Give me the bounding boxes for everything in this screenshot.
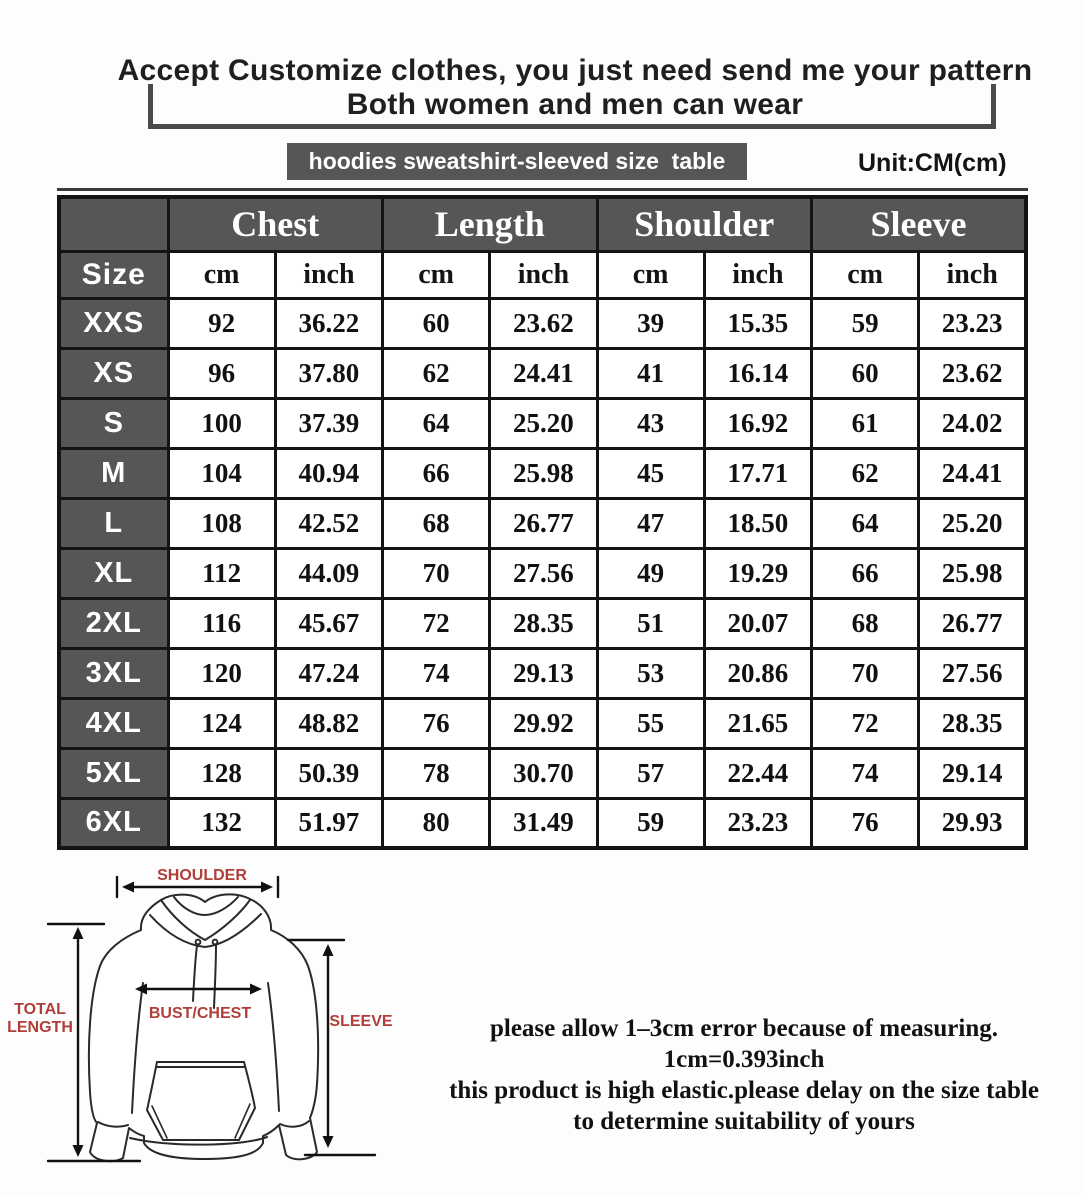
measurement-value: 68 <box>812 598 919 648</box>
measurement-value: 25.98 <box>490 448 597 498</box>
unit-header: cm <box>168 251 275 298</box>
size-label: 4XL <box>59 698 168 748</box>
note-line-2: 1cm=0.393inch <box>663 1046 825 1073</box>
unit-label: Unit:CM(cm) <box>858 149 1007 177</box>
size-label: 2XL <box>59 598 168 648</box>
unit-header: inch <box>275 251 382 298</box>
measurement-value: 47 <box>597 498 704 548</box>
measurement-value: 70 <box>383 548 490 598</box>
measurement-value: 59 <box>812 298 919 348</box>
measurement-value: 120 <box>168 648 275 698</box>
measurement-value: 48.82 <box>275 698 382 748</box>
measurement-value: 55 <box>597 698 704 748</box>
page-title <box>70 54 1080 122</box>
measurement-value: 28.35 <box>490 598 597 648</box>
measurement-value: 80 <box>383 798 490 848</box>
measurement-value: 25.20 <box>490 398 597 448</box>
measurement-value: 49 <box>597 548 704 598</box>
measurement-value: 66 <box>812 548 919 598</box>
unit-header: cm <box>383 251 490 298</box>
measurement-value: 70 <box>812 648 919 698</box>
measurement-value: 23.62 <box>919 348 1026 398</box>
group-header-row <box>59 197 1026 251</box>
size-label: 3XL <box>59 648 168 698</box>
table-top-rule <box>57 188 1028 191</box>
measurement-value: 24.02 <box>919 398 1026 448</box>
measurement-value: 116 <box>168 598 275 648</box>
table-row <box>59 748 1026 798</box>
measurement-value: 60 <box>812 348 919 398</box>
measurement-value: 51 <box>597 598 704 648</box>
measurement-value: 76 <box>383 698 490 748</box>
measurement-value: 15.35 <box>704 298 811 348</box>
measurement-value: 62 <box>383 348 490 398</box>
measurement-value: 37.39 <box>275 398 382 448</box>
measurement-value: 74 <box>383 648 490 698</box>
title-line-2: Both women and men can wear <box>346 88 804 121</box>
measurement-value: 44.09 <box>275 548 382 598</box>
hoodie-drawing <box>89 894 318 1161</box>
measurement-value: 66 <box>383 448 490 498</box>
measurement-value: 62 <box>812 448 919 498</box>
unit-header: inch <box>490 251 597 298</box>
measurement-value: 29.93 <box>919 798 1026 848</box>
measurement-value: 100 <box>168 398 275 448</box>
measurement-value: 60 <box>383 298 490 348</box>
measurement-value: 25.98 <box>919 548 1026 598</box>
measurement-value: 22.44 <box>704 748 811 798</box>
measurement-value: 20.86 <box>704 648 811 698</box>
measurement-value: 43 <box>597 398 704 448</box>
note-line-3: this product is high elastic.please delay on the size table <box>449 1077 1039 1104</box>
table-row <box>59 698 1026 748</box>
size-label: L <box>59 498 168 548</box>
bust-chest-label: BUST/CHEST <box>148 1005 252 1022</box>
table-row <box>59 548 1026 598</box>
measurement-value: 17.71 <box>704 448 811 498</box>
size-label: 6XL <box>59 798 168 848</box>
measurement-value: 29.14 <box>919 748 1026 798</box>
measurement-value: 64 <box>383 398 490 448</box>
measurement-value: 39 <box>597 298 704 348</box>
table-row <box>59 648 1026 698</box>
measurement-value: 31.49 <box>490 798 597 848</box>
measurement-value: 47.24 <box>275 648 382 698</box>
measurement-value: 51.97 <box>275 798 382 848</box>
measurement-value: 18.50 <box>704 498 811 548</box>
measurement-value: 16.14 <box>704 348 811 398</box>
unit-header-row <box>59 251 1026 298</box>
size-table-body <box>59 298 1026 848</box>
group-header-shoulder: Shoulder <box>597 197 812 251</box>
table-title-banner: hoodies sweatshirt-sleeved size table <box>287 143 747 180</box>
unit-header: inch <box>704 251 811 298</box>
measurement-value: 104 <box>168 448 275 498</box>
measurement-value: 24.41 <box>490 348 597 398</box>
size-table <box>57 195 1028 850</box>
measurement-value: 45 <box>597 448 704 498</box>
notes <box>404 1013 1084 1137</box>
hoodie-measurement-diagram <box>0 856 420 1196</box>
measurement-value: 40.94 <box>275 448 382 498</box>
note-line-4: to determine suitability of yours <box>573 1108 915 1135</box>
measurement-value: 36.22 <box>275 298 382 348</box>
sleeve-label: SLEEVE <box>329 1013 393 1030</box>
table-row <box>59 348 1026 398</box>
measurement-value: 26.77 <box>919 598 1026 648</box>
note-line-1: please allow 1–3cm error because of measuring. <box>489 1015 999 1042</box>
measurement-value: 23.23 <box>919 298 1026 348</box>
total-length-label-line2: LENGTH <box>7 1019 73 1036</box>
size-column-header: Size <box>59 251 168 298</box>
unit-header: inch <box>919 251 1026 298</box>
group-header-length: Length <box>383 197 598 251</box>
table-row <box>59 598 1026 648</box>
size-label: XXS <box>59 298 168 348</box>
measurement-value: 37.80 <box>275 348 382 398</box>
measurement-value: 21.65 <box>704 698 811 748</box>
measurement-value: 42.52 <box>275 498 382 548</box>
corner-cell <box>59 197 168 251</box>
measurement-value: 20.07 <box>704 598 811 648</box>
measurement-value: 45.67 <box>275 598 382 648</box>
unit-header: cm <box>597 251 704 298</box>
measurement-value: 92 <box>168 298 275 348</box>
measurement-value: 27.56 <box>490 548 597 598</box>
table-row <box>59 448 1026 498</box>
table-row <box>59 398 1026 448</box>
size-label: XS <box>59 348 168 398</box>
title-line-1: Accept Customize clothes, you just need send me your pattern <box>117 54 1033 87</box>
shoulder-label: SHOULDER <box>157 867 247 884</box>
measurement-value: 29.13 <box>490 648 597 698</box>
measurement-value: 53 <box>597 648 704 698</box>
group-header-sleeve: Sleeve <box>812 197 1027 251</box>
group-header-chest: Chest <box>168 197 383 251</box>
measurement-value: 23.62 <box>490 298 597 348</box>
measurement-value: 74 <box>812 748 919 798</box>
measurement-value: 78 <box>383 748 490 798</box>
size-label: 5XL <box>59 748 168 798</box>
measurement-value: 41 <box>597 348 704 398</box>
size-label: M <box>59 448 168 498</box>
measurement-value: 72 <box>383 598 490 648</box>
table-row <box>59 798 1026 848</box>
measurement-value: 25.20 <box>919 498 1026 548</box>
measurement-value: 128 <box>168 748 275 798</box>
measurement-value: 112 <box>168 548 275 598</box>
measurement-value: 64 <box>812 498 919 548</box>
measurement-value: 108 <box>168 498 275 548</box>
measurement-value: 124 <box>168 698 275 748</box>
measurement-value: 24.41 <box>919 448 1026 498</box>
measurement-value: 16.92 <box>704 398 811 448</box>
measurement-value: 96 <box>168 348 275 398</box>
table-row <box>59 298 1026 348</box>
measurement-value: 72 <box>812 698 919 748</box>
measurement-value: 59 <box>597 798 704 848</box>
measurement-value: 29.92 <box>490 698 597 748</box>
measurement-value: 30.70 <box>490 748 597 798</box>
measurement-value: 57 <box>597 748 704 798</box>
size-label: S <box>59 398 168 448</box>
measurement-value: 19.29 <box>704 548 811 598</box>
measurement-value: 23.23 <box>704 798 811 848</box>
measurement-value: 26.77 <box>490 498 597 548</box>
measurement-value: 132 <box>168 798 275 848</box>
measurement-value: 50.39 <box>275 748 382 798</box>
table-row <box>59 498 1026 548</box>
unit-header: cm <box>812 251 919 298</box>
total-length-label-line1: TOTAL <box>14 1001 66 1018</box>
measurement-value: 27.56 <box>919 648 1026 698</box>
measurement-value: 28.35 <box>919 698 1026 748</box>
measurement-value: 76 <box>812 798 919 848</box>
measurement-value: 61 <box>812 398 919 448</box>
size-label: XL <box>59 548 168 598</box>
measurement-value: 68 <box>383 498 490 548</box>
